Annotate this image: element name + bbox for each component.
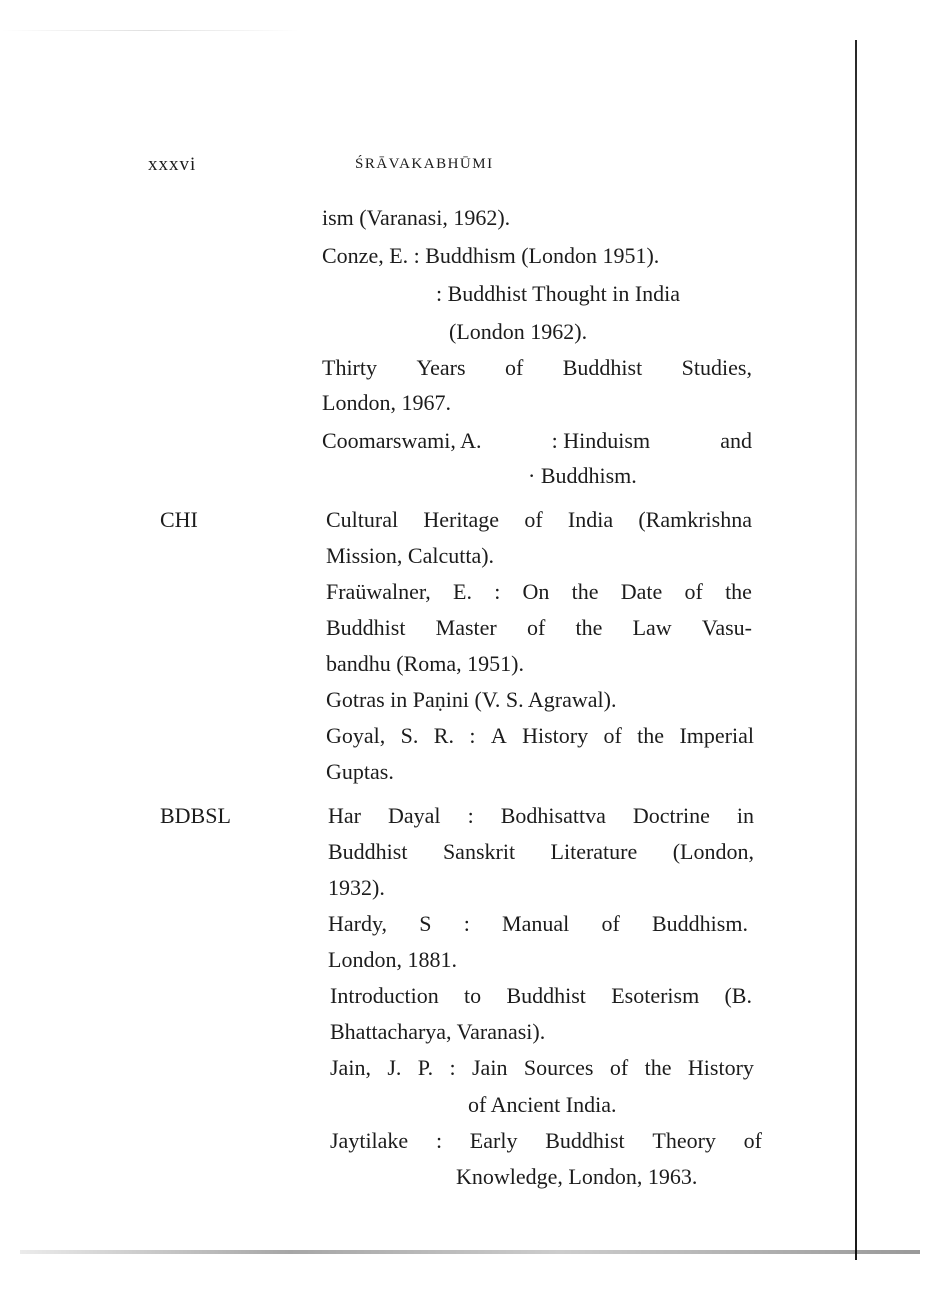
entry-line: Conze, E. : Buddhism (London 1951). <box>322 243 660 268</box>
word: Buddhist <box>328 839 408 864</box>
word: of <box>601 911 620 936</box>
word: P. <box>417 1055 434 1080</box>
word: : <box>469 723 476 748</box>
word: of <box>504 355 524 380</box>
word: Date <box>620 579 663 604</box>
word: (London, <box>672 839 754 864</box>
entry-line: · Buddhism. <box>528 463 637 488</box>
word: : <box>463 911 470 936</box>
word: the <box>637 723 665 748</box>
word: Fraüwalner, <box>326 579 431 604</box>
scan-edge-right <box>855 40 857 1260</box>
word: Jain, <box>330 1055 371 1080</box>
word: Dayal <box>388 803 441 828</box>
word: (Ramkrishna <box>638 507 752 532</box>
word: : <box>494 579 501 604</box>
word: : Hinduism <box>551 428 651 453</box>
word: Jaytilake <box>330 1128 409 1153</box>
word: E. <box>453 579 472 604</box>
word: Goyal, <box>326 723 386 748</box>
entry-line-justified <box>328 839 754 865</box>
entry-line: 1932). <box>328 875 385 900</box>
word: S. <box>400 723 419 748</box>
word: Buddhism. <box>651 911 748 936</box>
word: (B. <box>724 983 752 1008</box>
word: History <box>687 1055 754 1080</box>
entry-line: Guptas. <box>326 759 394 784</box>
word: in <box>736 803 754 828</box>
entry-line-justified <box>326 507 752 533</box>
word: R. <box>433 723 454 748</box>
entry-line-justified <box>330 1055 754 1081</box>
abbreviation-label: BDBSL <box>160 803 231 828</box>
word: : <box>435 1128 443 1153</box>
word: Thirty <box>322 355 377 380</box>
word: Years <box>416 355 466 380</box>
entry-line-justified <box>326 579 752 605</box>
scan-artifact-top <box>0 30 300 31</box>
word: Jain <box>472 1055 508 1080</box>
entry-line: : Buddhist Thought in India <box>436 281 681 306</box>
running-title: ŚRĀVAKABHŪMI <box>355 156 494 172</box>
word: Heritage <box>423 507 500 532</box>
word: Master <box>435 615 497 640</box>
entry-line: Mission, Calcutta). <box>326 543 495 568</box>
abbreviation-label: CHI <box>160 507 198 532</box>
word: Imperial <box>679 723 754 748</box>
word: of <box>524 507 543 532</box>
word: of <box>743 1128 762 1153</box>
word: the <box>575 615 603 640</box>
word: History <box>522 723 589 748</box>
entry-line-justified <box>330 983 752 1009</box>
word: Esoterism <box>611 983 700 1008</box>
word: of <box>526 615 546 640</box>
scan-edge-bottom <box>20 1250 920 1254</box>
word: India <box>567 507 614 532</box>
entry-line: of Ancient India. <box>468 1092 617 1117</box>
entry-line-justified <box>326 615 752 641</box>
word: Law <box>632 615 672 640</box>
word: Studies, <box>681 355 752 380</box>
word: Hardy, <box>328 911 388 936</box>
word: S <box>419 911 432 936</box>
word: Buddhist <box>506 983 586 1008</box>
entry-line-justified <box>328 911 748 937</box>
word: Buddhist <box>545 1128 625 1153</box>
word: Literature <box>550 839 638 864</box>
word: Sources <box>523 1055 594 1080</box>
entry-line: Gotras in Paṇini (V. S. Agrawal). <box>326 687 617 712</box>
word: the <box>571 579 599 604</box>
word: the <box>644 1055 672 1080</box>
word: : <box>467 803 474 828</box>
page-number: xxxvi <box>148 154 197 175</box>
entry-line: Bhattacharya, Varanasi). <box>330 1019 546 1044</box>
word: of <box>603 723 622 748</box>
word: A <box>490 723 507 748</box>
word: Buddhist <box>562 355 643 380</box>
word: Doctrine <box>632 803 710 828</box>
entry-line: bandhu (Roma, 1951). <box>326 651 524 676</box>
word: Vasu- <box>701 615 752 640</box>
word: and <box>720 428 752 453</box>
word: Har <box>328 803 361 828</box>
entry-line-justified <box>326 723 754 749</box>
word: Cultural <box>326 507 399 532</box>
word: Manual <box>502 911 570 936</box>
word: Introduction <box>330 983 439 1008</box>
word: Theory <box>652 1128 716 1153</box>
entry-line: London, 1967. <box>322 390 451 415</box>
word: the <box>725 579 752 604</box>
word: of <box>609 1055 629 1080</box>
word: Early <box>469 1128 518 1153</box>
entry-line-justified <box>330 1128 762 1154</box>
word: Sanskrit <box>442 839 516 864</box>
word: : <box>449 1055 456 1080</box>
entry-line: London, 1881. <box>328 947 457 972</box>
word: Bodhisattva <box>500 803 606 828</box>
word: Coomarswami, A. <box>322 428 482 453</box>
word: Buddhist <box>326 615 406 640</box>
word: to <box>464 983 482 1008</box>
word: of <box>684 579 703 604</box>
word: On <box>522 579 550 604</box>
entry-line-justified <box>328 803 754 829</box>
entry-line-justified <box>322 428 752 454</box>
entry-line: Knowledge, London, 1963. <box>456 1164 698 1189</box>
entry-line-justified <box>322 355 752 381</box>
entry-line: ism (Varanasi, 1962). <box>322 205 511 230</box>
word: J. <box>387 1055 402 1080</box>
entry-line: (London 1962). <box>449 319 588 344</box>
